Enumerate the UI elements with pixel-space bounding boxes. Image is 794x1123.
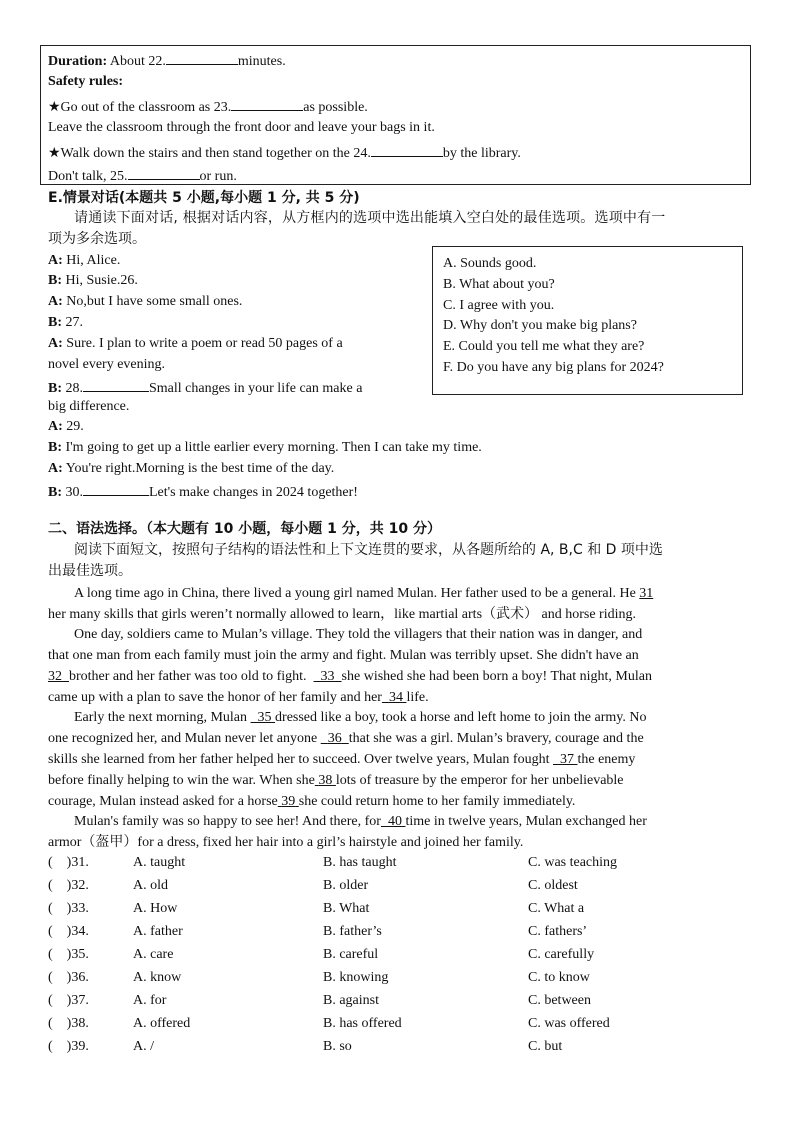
dialogue-text: No,but I have some small ones. bbox=[66, 294, 243, 309]
duration-tail: minutes. bbox=[237, 54, 286, 69]
choice-c: C. fathers’ bbox=[528, 924, 588, 939]
dialogue-line bbox=[48, 358, 165, 372]
rule-4-tail: or run. bbox=[199, 169, 237, 184]
speaker: B: bbox=[48, 485, 62, 500]
choice-c: C. oldest bbox=[528, 878, 578, 893]
passage-text: that she was a girl. Mulan’s bravery, courage and the bbox=[348, 731, 644, 746]
blank-number-33: 33 bbox=[320, 669, 335, 684]
rule-1-tail: as possible. bbox=[303, 100, 368, 115]
speaker: B: bbox=[48, 381, 62, 396]
option-e: E. Could you tell me what they are? bbox=[443, 339, 645, 354]
choice-b: B. knowing bbox=[323, 970, 389, 985]
section-2-heading: 二、语法选择。（本大题有 10 小题，每小题 1 分，共 10 分） bbox=[48, 521, 441, 537]
section-2-instruction-1: 阅读下面短文，按照句子结构的语法性和上下文连贯的要求，从各题所给的 A, B,C 和 D 项中选 bbox=[74, 542, 663, 558]
question-number: ( )32. bbox=[48, 878, 89, 893]
speaker: A: bbox=[48, 336, 63, 351]
dialogue-text: 29. bbox=[66, 419, 84, 434]
question-number: ( )37. bbox=[48, 993, 89, 1008]
dialogue-text: big difference. bbox=[48, 399, 130, 414]
question-number: ( )39. bbox=[48, 1039, 89, 1054]
dialogue-text: Sure. I plan to write a poem or read 50 pages of a bbox=[66, 336, 343, 351]
passage-text: she wished she had been born a boy! That night, Mulan bbox=[341, 669, 652, 684]
section-e-heading: E.情景对话(本题共 5 小题,每小题 1 分, 共 5 分) bbox=[48, 190, 360, 206]
passage-text: life. bbox=[406, 690, 429, 705]
blank-number-31: 31 bbox=[639, 586, 654, 601]
passage-line: armor（盔甲）for a dress, fixed her hair into a girl’s hairstyle and joined her family. bbox=[48, 835, 524, 850]
question-number: ( )31. bbox=[48, 855, 89, 870]
passage-line bbox=[48, 795, 575, 809]
blank-23 bbox=[231, 98, 303, 111]
passage-text: she could return home to her family immediately. bbox=[298, 794, 576, 809]
dialogue-text: 28. bbox=[65, 381, 83, 396]
choice-b: B. What bbox=[323, 901, 370, 916]
blank-number-39: 39 bbox=[281, 794, 296, 809]
speaker: A: bbox=[48, 253, 63, 268]
speaker: A: bbox=[48, 461, 63, 476]
choice-c: C. was offered bbox=[528, 1016, 610, 1031]
question-number: ( )38. bbox=[48, 1016, 89, 1031]
choice-b: B. against bbox=[323, 993, 379, 1008]
dialogue-line bbox=[48, 254, 120, 268]
blank-number-40: 40 bbox=[387, 814, 402, 829]
safety-label: Safety rules: bbox=[48, 74, 124, 89]
option-a: A. Sounds good. bbox=[443, 256, 537, 271]
rule-4 bbox=[48, 167, 237, 184]
passage-text: brother and her father was too old to fight. bbox=[69, 669, 307, 684]
speaker: B: bbox=[48, 315, 62, 330]
choice-b: B. has taught bbox=[323, 855, 397, 870]
dialogue-line bbox=[48, 483, 358, 500]
dialogue-line bbox=[48, 441, 482, 455]
blank-number-37: 37 bbox=[559, 752, 574, 767]
passage-text: skills she learned from her father helped her to succeed. Over twelve years, Mulan fought bbox=[48, 752, 550, 767]
rule-1-text: ★Go out of the classroom as 23. bbox=[48, 100, 232, 115]
dialogue-text: novel every evening. bbox=[48, 357, 166, 372]
rule-1 bbox=[48, 98, 368, 115]
passage-text: came up with a plan to save the honor of her family and her bbox=[48, 690, 382, 705]
blank-number-32: 32 bbox=[48, 669, 62, 684]
dialogue-text: Hi, Susie.26. bbox=[65, 273, 138, 288]
choice-c: C. carefully bbox=[528, 947, 595, 962]
choice-b: B. has offered bbox=[323, 1016, 402, 1031]
speaker: B: bbox=[48, 440, 62, 455]
passage-line: One day, soldiers came to Mulan’s village. They told the villagers that their nation was in danger, and bbox=[74, 627, 643, 642]
passage-text: time in twelve years, Mulan exchanged her bbox=[405, 814, 647, 829]
choice-b: B. so bbox=[323, 1039, 352, 1054]
choice-a: A. How bbox=[133, 901, 178, 916]
dialogue-text-after: Let's make changes in 2024 together! bbox=[149, 485, 358, 500]
speaker: A: bbox=[48, 294, 63, 309]
question-number: ( )33. bbox=[48, 901, 89, 916]
dialogue-text: Hi, Alice. bbox=[66, 253, 121, 268]
speaker: B: bbox=[48, 273, 62, 288]
passage-text: the enemy bbox=[577, 752, 636, 767]
passage-line bbox=[48, 753, 635, 767]
dialogue-line bbox=[48, 316, 83, 330]
choice-c: C. was teaching bbox=[528, 855, 618, 870]
duration-label: Duration: bbox=[48, 54, 108, 69]
choice-a: A. / bbox=[133, 1039, 154, 1054]
blank-30 bbox=[83, 483, 149, 496]
passage-text: dressed like a boy, took a horse and left home to join the army. No bbox=[275, 710, 647, 725]
rule-4-text: Don't talk, 25. bbox=[48, 169, 128, 184]
dialogue-line bbox=[48, 337, 343, 351]
passage-line: that one man from each family must join the army and fight. Mulan was terribly upset. She didn't have an bbox=[48, 648, 639, 663]
speaker: A: bbox=[48, 419, 63, 434]
passage-text: courage, Mulan instead asked for a horse bbox=[48, 794, 278, 809]
rule-3-text: ★Walk down the stairs and then stand together on the 24. bbox=[48, 146, 371, 161]
option-f: F. Do you have any big plans for 2024? bbox=[443, 360, 664, 375]
choice-c: C. but bbox=[528, 1039, 563, 1054]
blank-number-38: 38 bbox=[318, 773, 333, 788]
duration-text: About 22. bbox=[109, 54, 166, 69]
question-number: ( )36. bbox=[48, 970, 89, 985]
dialogue-text-after: Small changes in your life can make a bbox=[149, 381, 363, 396]
passage-text: lots of treasure by the emperor for her unbelievable bbox=[335, 773, 624, 788]
choice-a: A. taught bbox=[133, 855, 186, 870]
choice-a: A. know bbox=[133, 970, 182, 985]
choice-c: C. What a bbox=[528, 901, 585, 916]
rule-2: Leave the classroom through the front door and leave your bags in it. bbox=[48, 120, 435, 135]
passage-line bbox=[74, 815, 647, 829]
rule-3-tail: by the library. bbox=[442, 146, 521, 161]
passage-line: her many skills that girls weren’t normally allowed to learn，like martial arts（武术） and horse riding. bbox=[48, 607, 636, 622]
blank-number-36: 36 bbox=[327, 731, 342, 746]
blank-number-35: 35 bbox=[257, 710, 272, 725]
option-d: D. Why don't you make big plans? bbox=[443, 318, 637, 333]
choice-a: A. for bbox=[133, 993, 167, 1008]
blank-24 bbox=[371, 144, 443, 157]
passage-line bbox=[48, 691, 429, 705]
passage-line bbox=[48, 670, 652, 684]
section-e-instruction-1: 请通读下面对话, 根据对话内容，从方框内的选项中选出能填入空白处的最佳选项。选项中有一 bbox=[74, 210, 666, 226]
choice-c: C. to know bbox=[528, 970, 590, 985]
dialogue-line bbox=[48, 400, 129, 414]
choice-a: A. father bbox=[133, 924, 183, 939]
dialogue-text: I'm going to get up a little earlier every morning. Then I can take my time. bbox=[65, 440, 482, 455]
rule-3 bbox=[48, 144, 521, 161]
choice-b: B. father’s bbox=[323, 924, 382, 939]
choice-b: B. older bbox=[323, 878, 369, 893]
choice-a: A. old bbox=[133, 878, 168, 893]
passage-text: before finally helping to win the war. When she bbox=[48, 773, 315, 788]
question-number: ( )35. bbox=[48, 947, 89, 962]
blank-number-34: 34 bbox=[388, 690, 403, 705]
dialogue-text: 30. bbox=[65, 485, 83, 500]
passage-line bbox=[48, 732, 644, 746]
blank-25 bbox=[128, 167, 200, 180]
dialogue-line bbox=[48, 274, 138, 288]
blank-28 bbox=[83, 379, 149, 392]
passage-line bbox=[74, 587, 653, 601]
dialogue-line bbox=[48, 462, 334, 476]
passage-text: Early the next morning, Mulan bbox=[74, 710, 248, 725]
choice-c: C. between bbox=[528, 993, 591, 1008]
passage-line bbox=[74, 711, 646, 725]
question-number: ( )34. bbox=[48, 924, 89, 939]
dialogue-line bbox=[48, 420, 84, 434]
option-c: C. I agree with you. bbox=[443, 298, 555, 313]
option-b: B. What about you? bbox=[443, 277, 555, 292]
blank-22 bbox=[166, 52, 238, 65]
section-2-instruction-2: 出最佳选项。 bbox=[48, 563, 132, 579]
choice-a: A. care bbox=[133, 947, 174, 962]
passage-line bbox=[48, 774, 624, 788]
passage-text: A long time ago in China, there lived a young girl named Mulan. Her father used to be a general. He bbox=[74, 586, 636, 601]
dialogue-line bbox=[48, 379, 362, 396]
dialogue-line bbox=[48, 295, 242, 309]
choice-b: B. careful bbox=[323, 947, 379, 962]
passage-text: Mulan's family was so happy to see her! And there, for bbox=[74, 814, 381, 829]
section-e-instruction-2: 项为多余选项。 bbox=[48, 231, 146, 247]
duration-line bbox=[48, 52, 286, 69]
dialogue-text: 27. bbox=[65, 315, 83, 330]
dialogue-text: You're right.Morning is the best time of the day. bbox=[65, 461, 335, 476]
passage-text: one recognized her, and Mulan never let anyone bbox=[48, 731, 318, 746]
choice-a: A. offered bbox=[133, 1016, 191, 1031]
